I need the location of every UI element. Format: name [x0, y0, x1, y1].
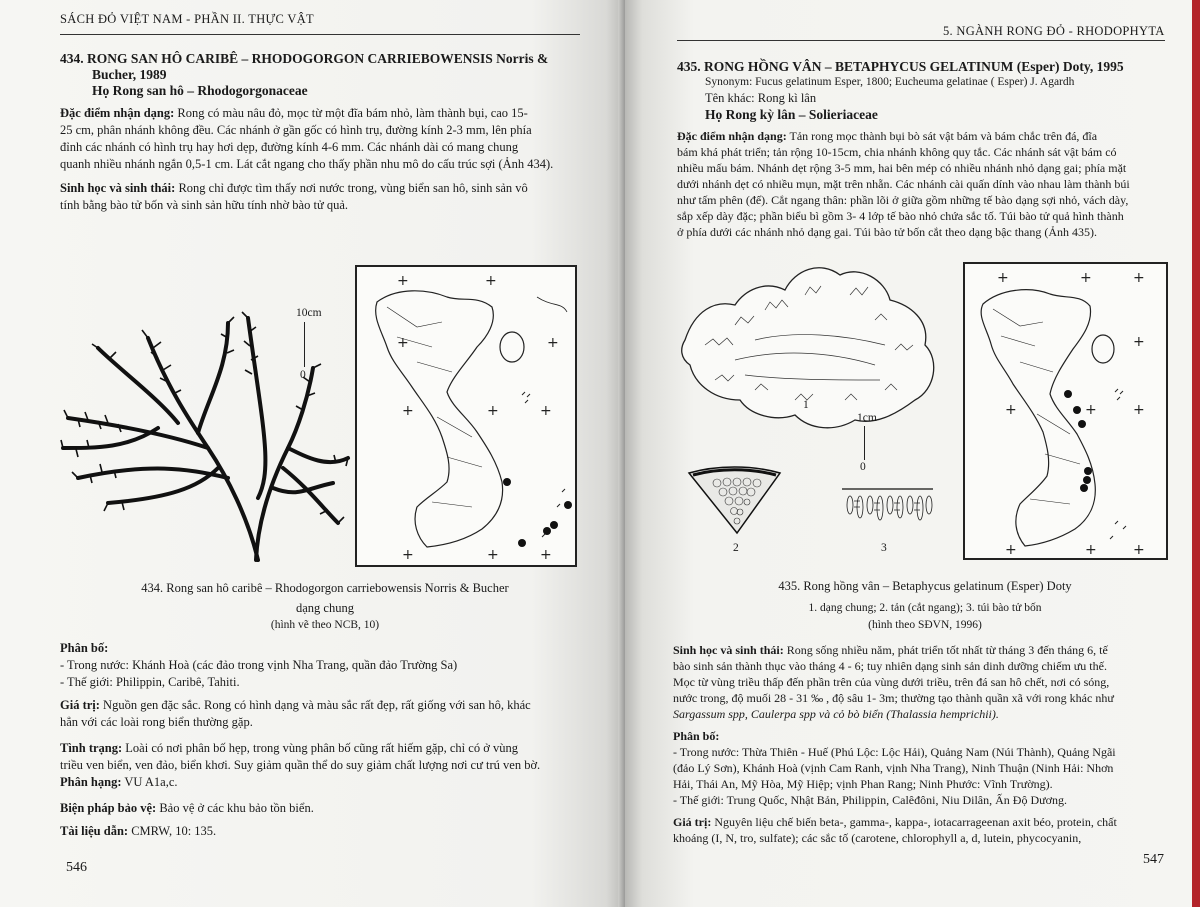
- right-dist-line: Hải, Thái An, Mỹ Hòa, Mỹ Hiệp; vịnh Phan Rang; Ninh Phước: Vĩnh Trường).: [673, 777, 1053, 791]
- right-id-line: ở phía dưới các nhánh nhỏ dạng gai. Túi bào tử bốn cắt theo dạng bậc thang (Ảnh 435).: [677, 225, 1098, 239]
- left-species-title-cont: Bucher, 1989: [92, 67, 167, 82]
- right-distribution-map: [963, 262, 1168, 560]
- book-cover-edge: [1192, 0, 1200, 907]
- right-eco-line: Rong sống nhiều năm, phát triển tốt nhất từ tháng 3 đến tháng 6, tế: [786, 643, 1108, 657]
- left-eco-line: tính bằng bào tử bốn và sinh sản hữu tính nhờ bào tử quả.: [60, 198, 349, 212]
- left-family: Họ Rong san hô – Rhodogorgonaceae: [92, 83, 308, 98]
- thallus-illustration: [675, 250, 950, 440]
- left-dist-world: - Thế giới: Philippin, Caribê, Tahiti.: [60, 675, 240, 689]
- svg-text:+: +: [485, 273, 497, 289]
- left-status-line: Loài có nơi phân bố hẹp, trong vùng phân bố cũng rất hiếm gặp, chỉ có ở vùng: [125, 741, 518, 755]
- left-rank-label: Phân hạng:: [60, 775, 122, 789]
- svg-text:+: +: [487, 403, 499, 419]
- right-figure-caption: [665, 578, 1185, 634]
- left-protect-value: Bảo vệ ở các khu bảo tồn biển.: [159, 801, 314, 815]
- right-dist-line: - Trong nước: Thừa Thiên - Huế (Phú Lộc: Lộc Hải), Quảng Nam (Núi Thành), Quảng Ngãi: [673, 745, 1116, 759]
- vietnam-map: [357, 267, 575, 565]
- fig-label-2: 2: [733, 542, 739, 554]
- svg-text:+: +: [540, 403, 552, 419]
- right-identification: [677, 128, 1182, 240]
- left-id-line: Rong có màu nâu đỏ, mọc từ một đĩa bám nhỏ, làm thành bụi, cao 15-: [177, 106, 528, 120]
- right-other-name: Tên khác: Rong kì lân: [705, 91, 817, 105]
- left-rank-value: VU A1a,c.: [124, 775, 178, 789]
- svg-text:+: +: [1133, 270, 1145, 286]
- right-eco-line: bào sinh sản thành thục vào tháng 4 - 6; tuy nhiên dạng sinh sản dinh dưỡng chiếm ưu thế.: [673, 659, 1107, 673]
- svg-text:+: +: [997, 270, 1009, 286]
- vietnam-map: [965, 264, 1166, 558]
- right-synonym: Synonym: Fucus gelatinum Esper, 1800; Eucheuma gelatinae ( Esper) J. Agardh: [705, 76, 1075, 88]
- right-value: [673, 814, 1183, 846]
- right-value-label: Giá trị:: [673, 815, 712, 829]
- left-status-label: Tình trạng:: [60, 741, 123, 755]
- left-value: [60, 697, 600, 731]
- svg-text:+: +: [547, 335, 559, 351]
- right-value-line: Nguyên liệu chế biến beta-, gamma-, kappa-, iotacarrageenan axit béo, protein, chất: [714, 815, 1117, 829]
- left-scale-label: 10cm: [296, 307, 322, 319]
- right-page-number: 547: [1143, 852, 1164, 867]
- left-page-number: 546: [66, 860, 87, 875]
- left-head-rule: [60, 34, 580, 35]
- left-caption-line: 434. Rong san hô caribê – Rhodogorgon carriebowensis Norris & Bucher: [141, 581, 509, 595]
- svg-text:+: +: [1005, 542, 1017, 558]
- left-eco-line: Rong chỉ được tìm thấy nơi nước trong, vùng biển san hô, sinh sản vô: [178, 181, 528, 195]
- svg-text:+: +: [402, 403, 414, 419]
- right-caption-line: 1. dạng chung; 2. tản (cắt ngang); 3. túi bào tử bốn: [808, 602, 1042, 614]
- left-references: [60, 823, 600, 840]
- left-distribution-map: [355, 265, 577, 567]
- right-eco-line: Sargassum spp, Caulerpa spp và cỏ bò biển (Thalassia hemprichii).: [673, 707, 999, 721]
- left-ecology: [60, 180, 600, 214]
- left-distribution: [60, 640, 600, 691]
- right-id-label: Đặc điểm nhận dạng:: [677, 129, 787, 143]
- right-caption-line: 435. Rong hồng vân – Betaphycus gelatinum (Esper) Doty: [778, 579, 1072, 593]
- svg-text:+: +: [1080, 270, 1092, 286]
- right-dist-line: (đảo Lý Sơn), Khánh Hoà (vịnh Cam Ranh, vịnh Nha Trang), Ninh Thuận (Ninh Hải: Nhơn: [673, 761, 1114, 775]
- right-eco-label: Sinh học và sinh thái:: [673, 643, 784, 657]
- left-caption-line: dạng chung: [296, 601, 354, 615]
- tetrasporangia-illustration: [840, 483, 935, 528]
- left-protection: [60, 800, 600, 817]
- left-id-line: quanh nhiều nhánh ngắn 0,5-1 cm. Lát cắt ngang cho thấy phần nhu mô do cấu trúc sợi (Ảnh 434).: [60, 157, 554, 171]
- left-value-line: Nguồn gen đặc sắc. Rong có hình dạng và màu sắc rất đẹp, rất giống với san hô, khác: [103, 698, 531, 712]
- right-scale-bar: [864, 426, 865, 460]
- svg-text:+: +: [540, 547, 552, 563]
- svg-text:+: +: [1085, 402, 1097, 418]
- left-identification: [60, 105, 600, 173]
- svg-text:+: +: [1133, 542, 1145, 558]
- svg-text:+: +: [1005, 402, 1017, 418]
- right-id-line: như tấm phên (đế). Cắt ngang thân: phần lõi ở giữa gồm những tế bào dạng sợi nhỏ, vách dày,: [677, 193, 1129, 207]
- right-scale-label: 1cm: [857, 412, 877, 424]
- right-scale-zero: 0: [860, 461, 866, 473]
- right-eco-line: nước trong, độ muối 28 - 31 ‰ , độ sâu 1- 3m; thường tạo thành quần xã với rong khác như: [673, 691, 1114, 705]
- left-status-line: triều ven biển, ven đảo, biển khơi. Suy giảm quần thể do suy giảm chất lượng nơi cư trú ven bờ.: [60, 758, 541, 772]
- right-dist-world: - Thế giới: Trung Quốc, Nhật Bản, Philippin, Calêđôni, Niu Dilân, Ấn Độ Dương.: [673, 793, 1067, 807]
- left-scale-bar: [304, 322, 305, 367]
- svg-text:+: +: [1085, 542, 1097, 558]
- svg-text:+: +: [1133, 402, 1145, 418]
- svg-text:+: +: [1133, 334, 1145, 350]
- right-page: [625, 0, 1200, 907]
- right-value-line: khoáng (I, N, tro, sulfate); các sắc tố (carotene, chlorophyll a, d, lutein, phycocyanin,: [673, 831, 1082, 845]
- svg-text:+: +: [397, 273, 409, 289]
- right-running-head: 5. NGÀNH RONG ĐỎ - RHODOPHYTA: [943, 24, 1165, 38]
- left-id-line: đỉnh các nhánh có hình trụ hay hơi dẹp, đường kính 4-6 mm. Các nhánh dài có mang chung: [60, 140, 519, 154]
- left-ref-value: CMRW, 10: 135.: [131, 824, 217, 838]
- svg-text:+: +: [487, 547, 499, 563]
- left-status: [60, 740, 600, 791]
- right-ecology: [673, 642, 1183, 722]
- svg-text:+: +: [402, 547, 414, 563]
- left-value-label: Giá trị:: [60, 698, 100, 712]
- left-running-head: SÁCH ĐỎ VIỆT NAM - PHẦN II. THỰC VẬT: [60, 12, 314, 26]
- right-id-line: nhiều mấu bám. Nhánh dẹt rộng 3-5 mm, hai bên mép có nhiều nhánh nhỏ dạng gai; phía mặt: [677, 161, 1127, 175]
- right-id-line: dưới nhánh dẹt có nhiều mụn, mặt trên nhẵn. Các nhánh cài quấn dính vào nhau làm thành búi: [677, 177, 1130, 191]
- cross-section-illustration: [687, 465, 782, 535]
- left-id-line: 25 cm, phân nhánh không đều. Các nhánh ở gần gốc có hình trụ, đường kính 2-3 mm, lên phía: [60, 123, 532, 137]
- right-head-rule: [677, 40, 1165, 41]
- right-distribution: [673, 728, 1183, 808]
- left-protect-label: Biện pháp bảo vệ:: [60, 801, 157, 815]
- right-id-line: bám khá phát triển; tản rộng 10-15cm, chia nhánh không quy tắc. Các nhánh sát vật bám có: [677, 145, 1117, 159]
- right-id-line: sắp xếp dày đặc; phần biểu bì gồm 3- 4 lớp tế bào nhỏ chứa sắc tố. Túi bào tử quả hình thành: [677, 209, 1124, 223]
- left-ref-label: Tài liệu dẫn:: [60, 824, 129, 838]
- left-value-line: hẳn với các loài rong biển thường gặp.: [60, 715, 253, 729]
- left-eco-label: Sinh học và sinh thái:: [60, 181, 176, 195]
- left-id-label: Đặc điểm nhận dạng:: [60, 106, 175, 120]
- left-dist-label: Phân bố:: [60, 641, 109, 655]
- fig-label-3: 3: [881, 542, 887, 554]
- right-eco-line: Mọc từ vùng triều thấp đến phần trên của vùng dưới triều, trên đá san hô chết, nơi có sóng,: [673, 675, 1110, 689]
- fig-label-1: 1: [803, 399, 809, 411]
- left-species-title: 434. RONG SAN HÔ CARIBÊ – RHODOGORGON CARRIEBOWENSIS Norris &: [60, 51, 549, 66]
- right-family: Họ Rong kỳ lân – Solieriaceae: [705, 107, 878, 122]
- right-dist-label: Phân bố:: [673, 729, 720, 743]
- right-caption-source: (hình theo SĐVN, 1996): [868, 619, 982, 631]
- left-figure-caption: [60, 580, 590, 634]
- right-id-line: Tản rong mọc thành bụi bò sát vật bám và bám chắc trên đá, đĩa: [789, 129, 1098, 143]
- left-scale-zero: 0: [300, 369, 306, 381]
- right-species-title: 435. RONG HỒNG VÂN – BETAPHYCUS GELATINUM (Esper) Doty, 1995: [677, 59, 1124, 74]
- left-caption-source: (hình vẽ theo NCB, 10): [270, 619, 380, 631]
- svg-text:+: +: [397, 335, 409, 351]
- left-dist-domestic: - Trong nước: Khánh Hoà (các đảo trong vịnh Nha Trang, quần đảo Trường Sa): [60, 658, 458, 672]
